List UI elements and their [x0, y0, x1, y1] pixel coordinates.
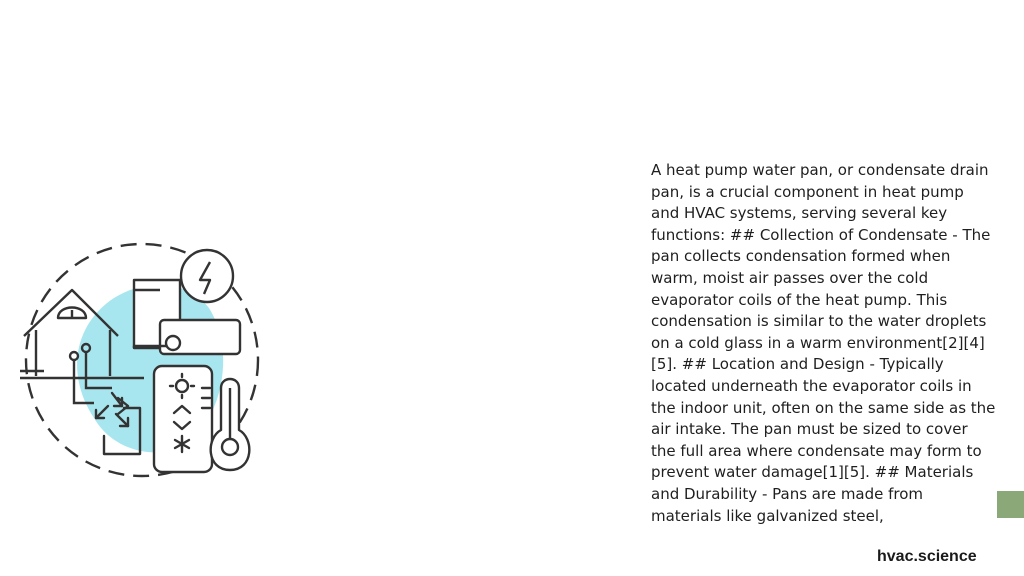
brand-watermark: hvac.science — [877, 548, 977, 565]
accent-color-block — [997, 491, 1024, 518]
smart-home-heat-pump-illustration — [14, 238, 270, 484]
remote-control-icon — [154, 366, 212, 472]
article-body-text: A heat pump water pan, or condensate drain pan, is a crucial component in heat pump and HVAC systems, serving several key functions: ## Collection of Condensate - The pan collects condensation formed when warm, moist air passes over the cold evaporator coils of the heat pump. This condensation is similar to the water droplets on a cold glass in a warm environment[2][4][5]. ## Location and Design - Typically located underneath the evaporator coils in the indoor unit, often on the same side as the air intake. The pan must be sized to cover the full area where condensate may form to prevent water damage[1][5]. ## Materials and Durability - Pans are made from materials like galvanized steel, — [651, 161, 996, 525]
lightning-icon — [181, 250, 233, 302]
